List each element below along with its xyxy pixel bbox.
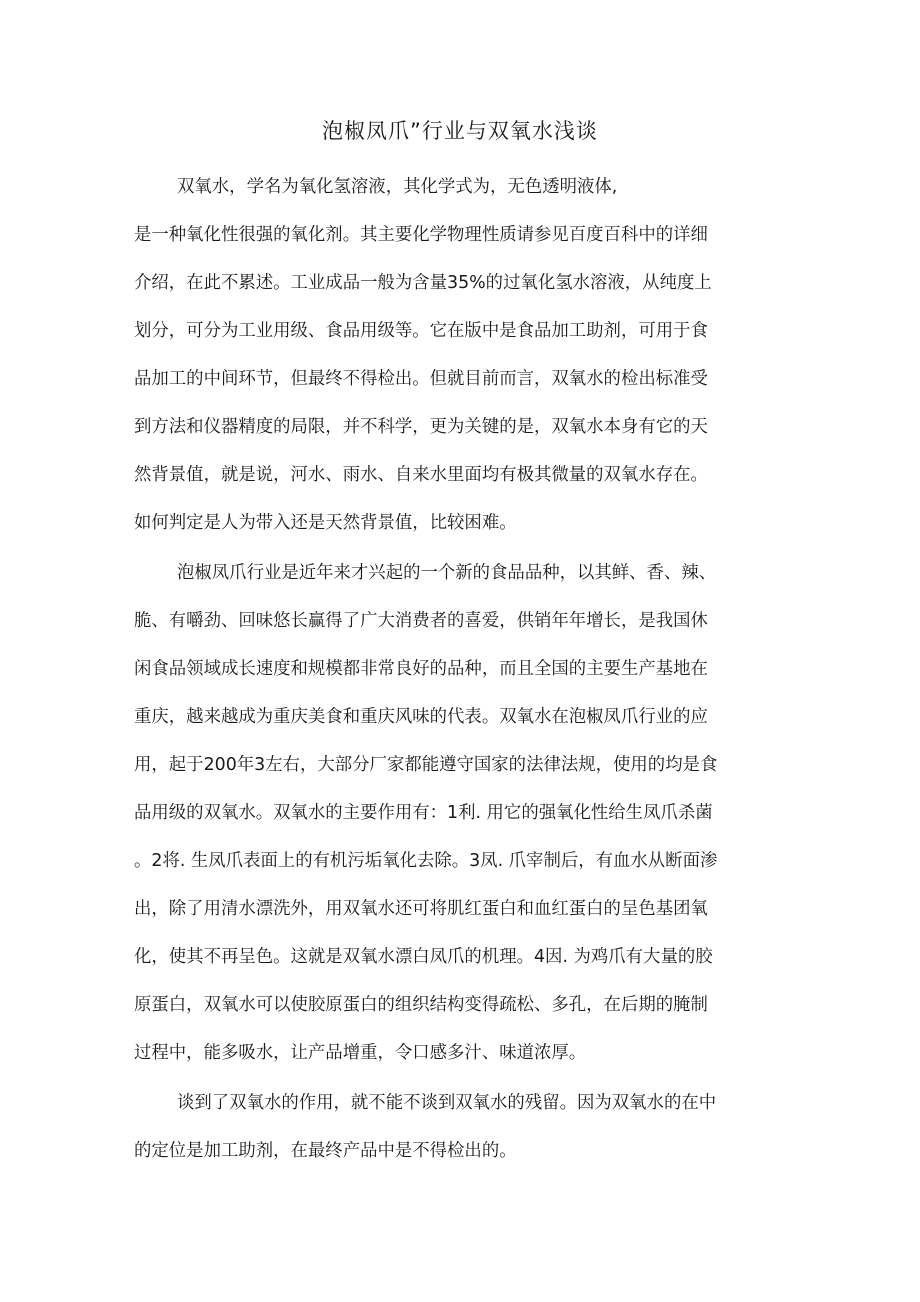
paragraph-2-line-1: 泡椒凤爪行业是近年来才兴起的一个新的食品品种，以其鲜、香、辣、 — [177, 563, 717, 583]
paragraph-1-line-4: 划分，可分为工业用级、食品用级等。它在版中是食品加工助剂，可用于食 — [134, 321, 708, 341]
paragraph-2-line-10: 原蛋白，双氧水可以使胶原蛋白的组织结构变得疏松、多孔，在后期的腌制 — [134, 995, 708, 1015]
paragraph-1-line-6: 到方法和仪器精度的局限，并不科学，更为关键的是，双氧水本身有它的天 — [134, 417, 708, 437]
paragraph-2-line-2: 脆、有嚼劲、回味悠长赢得了广大消费者的喜爱，供销年年增长，是我国休 — [134, 611, 708, 631]
paragraph-2-line-8: 出，除了用清水漂洗外，用双氧水还可将肌红蛋白和血红蛋白的呈色基团氧 — [134, 899, 708, 919]
paragraph-3-line-1: 谈到了双氧水的作用，就不能不谈到双氧水的残留。因为双氧水的在中 — [177, 1093, 717, 1113]
paragraph-2-line-4: 重庆，越来越成为重庆美食和重庆风味的代表。双氧水在泡椒凤爪行业的应 — [134, 707, 708, 727]
paragraph-1-line-3: 介绍，在此不累述。工业成品一般为含量35%的过氧化氢水溶液，从纯度上 — [134, 273, 712, 293]
paragraph-2-line-3: 闲食品领域成长速度和规模都非常良好的品种，而且全国的主要生产基地在 — [134, 659, 708, 679]
paragraph-2-line-9: 化，使其不再呈色。这就是双氧水漂白凤爪的机理。4因. 为鸡爪有大量的胶 — [134, 947, 713, 967]
page-title: 泡椒凤爪”行业与双氧水浅谈 — [322, 119, 598, 143]
paragraph-2-line-5: 用，起于200年3左右，大部分厂家都能遵守国家的法律法规，使用的均是食 — [134, 755, 718, 775]
paragraph-1-line-8: 如何判定是人为带入还是天然背景值，比较困难。 — [134, 513, 517, 533]
paragraph-2-line-11: 过程中，能多吸水，让产品增重，令口感多汁、味道浓厚。 — [134, 1043, 587, 1063]
paragraph-1-line-1: 双氧水，学名为氧化氢溶液，其化学式为，无色透明液体, — [177, 177, 618, 197]
paragraph-3-line-2: 的定位是加工助剂，在最终产品中是不得检出的。 — [134, 1141, 517, 1161]
paragraph-1-line-7: 然背景值，就是说，河水、雨水、自来水里面均有极其微量的双氧水存在。 — [134, 465, 708, 485]
paragraph-1-line-5: 品加工的中间环节，但最终不得检出。但就目前而言，双氧水的检出标准受 — [134, 369, 708, 389]
paragraph-1-line-2: 是一种氧化性很强的氧化剂。其主要化学物理性质请参见百度百科中的详细 — [134, 225, 708, 245]
paragraph-2-line-6: 品用级的双氧水。双氧水的主要作用有：1利. 用它的强氧化性给生凤爪杀菌 — [134, 803, 713, 823]
paragraph-2-line-7: 。2将. 生凤爪表面上的有机污垢氧化去除。3凤. 爪宰制后，有血水从断面渗 — [134, 851, 718, 871]
